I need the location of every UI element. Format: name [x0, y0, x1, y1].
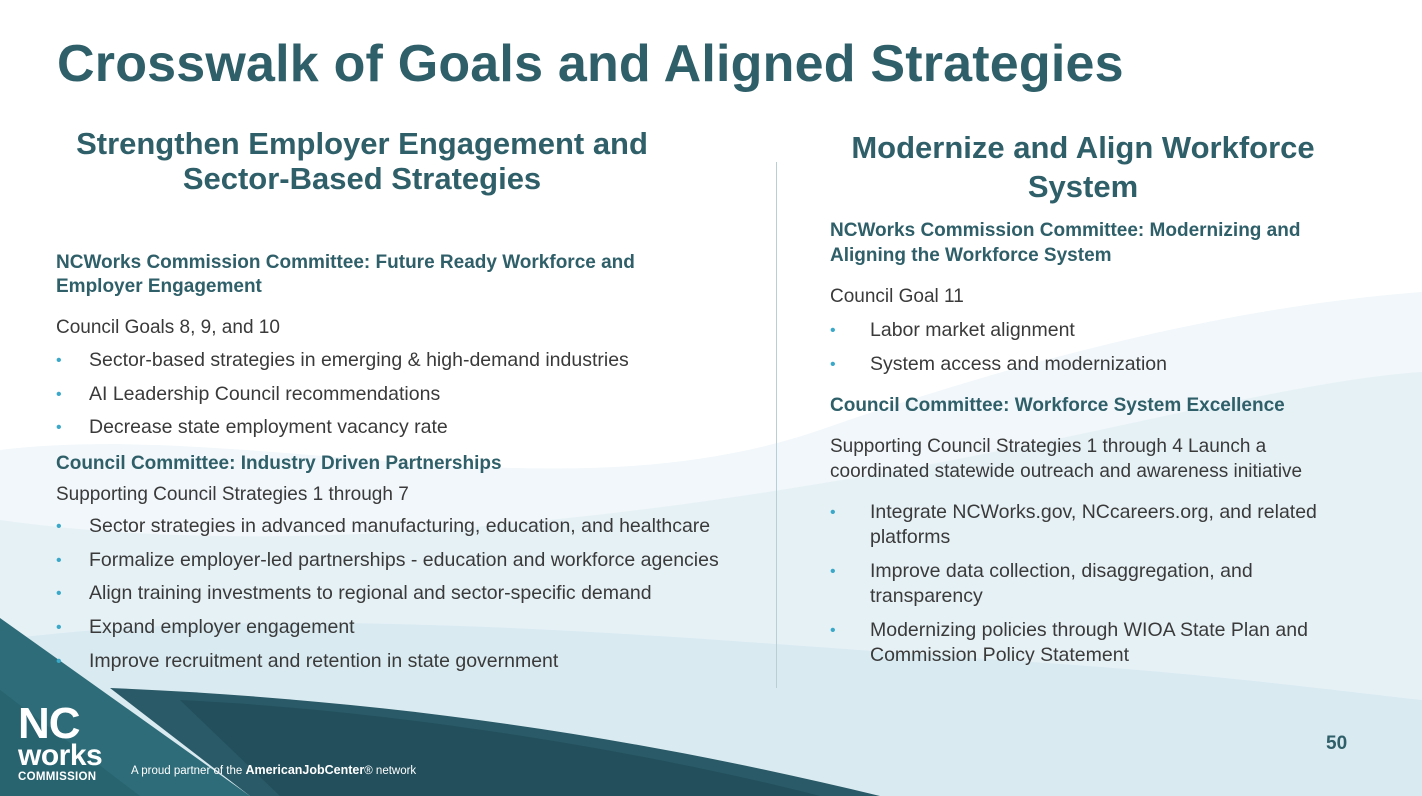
column-divider: [776, 162, 777, 688]
left-committee-2: Council Committee: Industry Driven Partnerships: [56, 453, 502, 475]
list-item: • Sector strategies in advanced manufacturing, education, and healthcare: [56, 515, 711, 538]
list-item: • Expand employer engagement: [56, 615, 355, 638]
bullet-dot-icon: •: [56, 585, 62, 603]
list-item: • Improve recruitment and retention in state government: [56, 649, 559, 672]
list-item: • System access and modernization: [830, 353, 1167, 375]
bullet-dot-icon: •: [56, 618, 62, 636]
right-committee-1: NCWorks Commission Committee: Modernizing and Aligning the Workforce System: [830, 220, 1301, 266]
bullet-dot-icon: •: [56, 652, 62, 670]
right-goals: Council Goal 11: [830, 286, 964, 307]
bullet-dot-icon: •: [56, 352, 62, 369]
list-item: • AI Leadership Council recommendations: [56, 382, 441, 405]
list-item: • Labor market alignment: [830, 319, 1075, 341]
list-item: • Formalize employer-led partnerships - education and workforce agencies: [56, 548, 719, 571]
left-committee-1: NCWorks Commission Committee: Future Ready Workforce and Employer Engagement: [56, 252, 635, 297]
right-bullets-1: [830, 318, 1390, 377]
list-item: • Decrease state employment vacancy rate: [56, 416, 448, 439]
right-supporting: Supporting Council Strategies 1 through 4 Launch a coordinated statewide outreach and awareness initiative: [830, 436, 1303, 482]
right-heading: Modernize and Align Workforce System: [851, 130, 1315, 204]
bullet-dot-icon: •: [830, 504, 836, 521]
left-supporting: Supporting Council Strategies 1 through 7: [56, 484, 409, 506]
right-bullets-2: [830, 500, 1390, 668]
logo-works: works: [18, 739, 103, 772]
right-committee-2: Council Committee: Workforce System Excellence: [830, 395, 1285, 416]
bullet-dot-icon: •: [56, 419, 62, 437]
left-heading: Strengthen Employer Engagement and Sector-Based Strategies: [76, 126, 648, 196]
bullet-dot-icon: •: [830, 322, 836, 339]
left-column: [56, 126, 768, 682]
list-item: • Integrate NCWorks.gov, NCcareers.org, and related platforms: [830, 501, 1317, 548]
page-number: 50: [1326, 733, 1348, 754]
bullet-dot-icon: •: [56, 385, 62, 403]
logo-commission: COMMISSION: [18, 771, 97, 783]
logo-nc: NC: [18, 699, 80, 748]
bullet-dot-icon: •: [830, 622, 836, 639]
partner-prefix: A proud partner of the: [131, 765, 246, 777]
list-item: • Improve data collection, disaggregation, and transparency: [830, 560, 1253, 607]
list-item: • Modernizing policies through WIOA State Plan and Commission Policy Statement: [830, 619, 1308, 666]
left-bullets-2: [56, 514, 768, 673]
slide-title: Crosswalk of Goals and Aligned Strategies: [57, 35, 1124, 93]
bullet-dot-icon: •: [830, 563, 836, 580]
partner-tagline: [131, 763, 416, 777]
left-goals: Council Goals 8, 9, and 10: [56, 317, 280, 338]
left-bullets-1: [56, 348, 768, 440]
right-column: [830, 128, 1390, 668]
list-item: • Align training investments to regional and sector-specific demand: [56, 582, 652, 605]
partner-brand: AmericanJobCenter: [245, 763, 365, 777]
bullet-dot-icon: •: [830, 356, 836, 373]
partner-suffix: ® network: [364, 765, 417, 777]
ncworks-logo: [18, 699, 108, 784]
bullet-dot-icon: •: [56, 551, 62, 569]
list-item: • Sector-based strategies in emerging & high-demand industries: [56, 349, 629, 371]
bullet-dot-icon: •: [56, 518, 62, 536]
